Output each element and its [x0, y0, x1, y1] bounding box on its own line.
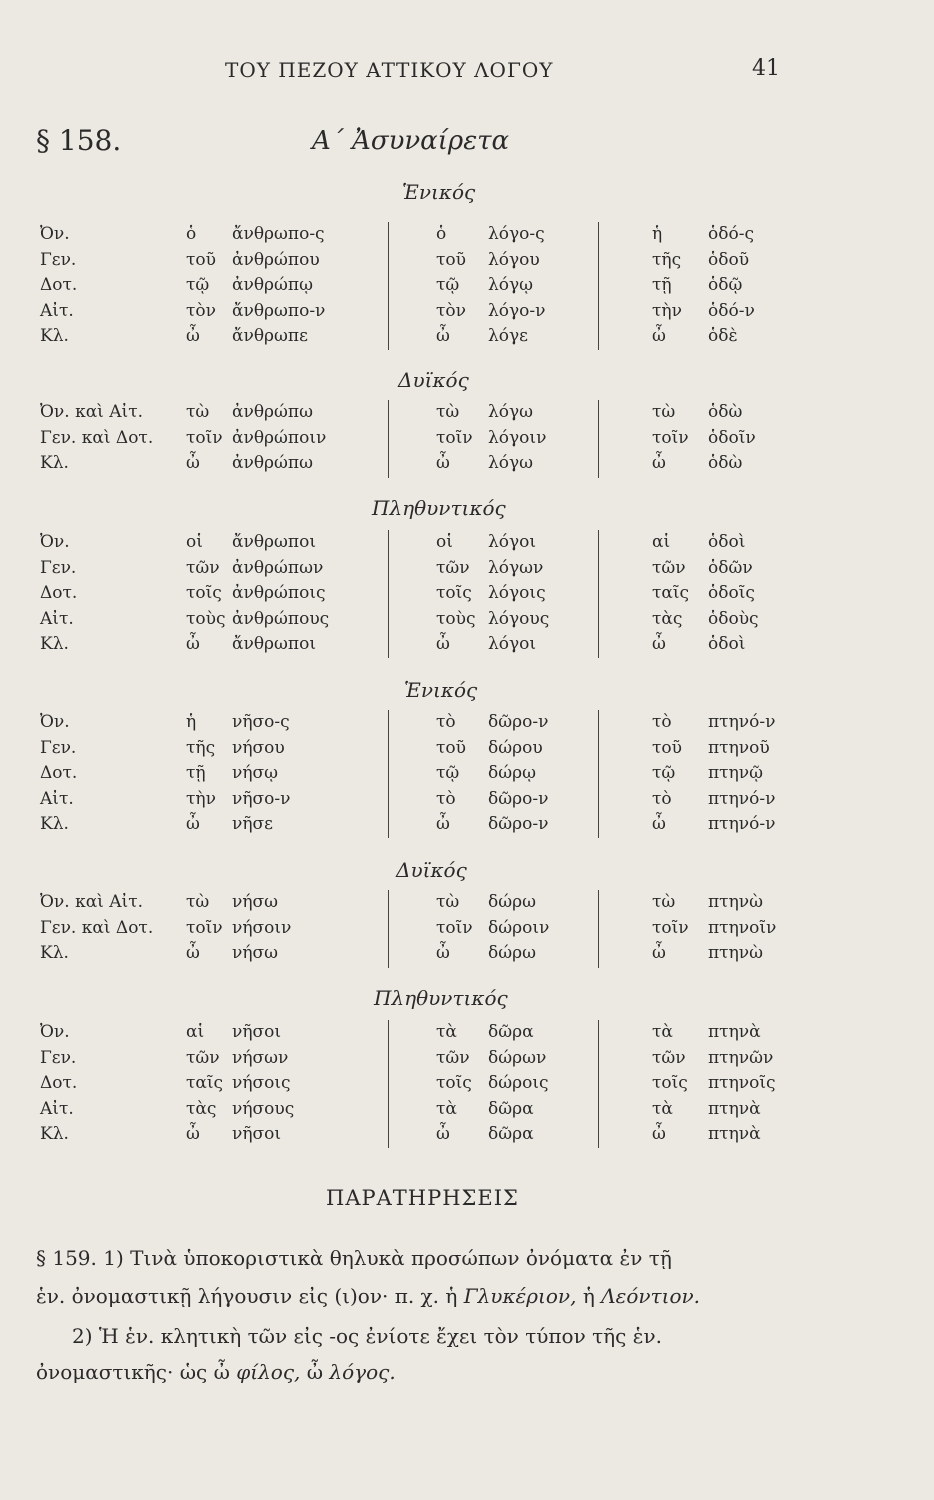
case-label: Ὀν. — [40, 712, 70, 732]
article: ὁ — [186, 224, 197, 244]
noun-form: ἀνθρώπους — [232, 608, 330, 629]
article: ὦ — [436, 634, 450, 655]
noun-form: πτηνό-ν — [708, 712, 776, 732]
article: τοῖν — [186, 917, 223, 938]
noun-form: ἄνθρωποι — [232, 532, 316, 552]
declension-row — [0, 892, 934, 918]
noun-form: ἀνθρώπου — [232, 249, 320, 270]
article: τοῖν — [186, 427, 223, 448]
article: τῷ — [436, 275, 460, 296]
declension-row — [0, 301, 934, 327]
noun-form: ἄνθρωπο-ν — [232, 300, 326, 321]
section-title: Α΄ Ἀσυναίρετα — [312, 126, 510, 156]
declension-row — [0, 275, 934, 301]
article: τοῖς — [186, 583, 222, 604]
noun-form: δώρω — [488, 943, 536, 964]
noun-form: νῆσε — [232, 814, 273, 835]
case-label: Δοτ. — [40, 763, 78, 784]
noun-form: δῶρα — [488, 1022, 534, 1042]
declension-row — [0, 1124, 934, 1150]
note-example: λόγος. — [329, 1360, 396, 1384]
case-label: Ὀν. — [40, 224, 70, 244]
case-label: Κλ. — [40, 1124, 69, 1145]
noun-form: ὁδοὶ — [708, 634, 746, 655]
noun-form: δῶρο-ν — [488, 788, 549, 809]
noun-form: ἀνθρώπω — [232, 402, 313, 422]
noun-form: ἀνθρώπων — [232, 557, 324, 578]
article: τῷ — [186, 275, 210, 296]
article: ἡ — [186, 712, 197, 732]
case-label: Γεν. καὶ Δοτ. — [40, 917, 154, 938]
article: ὦ — [186, 814, 200, 835]
note-text: ὦ — [306, 1360, 324, 1384]
notes-heading: ΠΑΡΑΤΗΡΗΣΕΙΣ — [326, 1186, 519, 1210]
declension-row — [0, 250, 934, 276]
noun-form: νήσους — [232, 1098, 295, 1119]
declension-row — [0, 789, 934, 815]
noun-form: δώρω — [488, 892, 536, 912]
noun-form: λόγων — [488, 557, 544, 578]
case-label: Αἰτ. — [40, 300, 74, 321]
noun-form: ἄνθρωποι — [232, 634, 316, 655]
article: ταῖς — [652, 583, 690, 604]
noun-form: λόγω — [488, 402, 534, 422]
article: τῷ — [436, 763, 460, 784]
article: ὦ — [652, 634, 666, 655]
noun-form: πτηνὰ — [708, 1098, 761, 1119]
noun-form: ἀνθρώπῳ — [232, 275, 313, 296]
heading-singular-1: Ἑνικός — [402, 180, 476, 204]
case-label: Ὀν. — [40, 1022, 70, 1042]
declension-row — [0, 634, 934, 660]
noun-form: λόγου — [488, 249, 540, 270]
noun-form: ὁδό-ν — [708, 300, 755, 321]
noun-form: πτηνό-ν — [708, 788, 776, 809]
article: ταῖς — [186, 1073, 224, 1094]
note-text: ἑν. ὀνομαστικῇ λήγουσιν εἰς (ι)ον· π. χ. — [36, 1284, 440, 1308]
noun-form: λόγοι — [488, 532, 537, 552]
article: τὴν — [186, 788, 216, 809]
noun-form: λόγοιν — [488, 427, 547, 448]
case-label: Αἰτ. — [40, 788, 74, 809]
declension-row — [0, 943, 934, 969]
noun-form: νήσω — [232, 943, 278, 964]
article: οἱ — [186, 532, 203, 552]
note-159-line2 — [36, 1284, 700, 1308]
noun-form: νήσοις — [232, 1073, 291, 1094]
article: τὰς — [652, 608, 683, 629]
noun-form: πτηνὼ — [708, 892, 763, 912]
noun-form: πτηνὼ — [708, 943, 763, 964]
noun-form: δῶρα — [488, 1098, 534, 1119]
article: τοῖς — [652, 1073, 688, 1094]
article: ὦ — [436, 943, 450, 964]
article: τὼ — [186, 892, 210, 912]
noun-form: δώροιν — [488, 917, 550, 938]
case-label: Γεν. — [40, 1047, 77, 1068]
case-label: Ὀν. καὶ Αἰτ. — [40, 402, 144, 422]
case-label: Δοτ. — [40, 583, 78, 604]
declension-row — [0, 738, 934, 764]
article: τὰ — [436, 1022, 457, 1042]
noun-form: λόγους — [488, 608, 550, 629]
article: οἱ — [436, 532, 453, 552]
article: τῶν — [186, 1047, 220, 1068]
article: τὼ — [436, 892, 460, 912]
case-label: Ὀν. — [40, 532, 70, 552]
noun-form: ὁδοῦ — [708, 249, 750, 270]
noun-form: νῆσοι — [232, 1124, 282, 1145]
noun-form: ἄνθρωπε — [232, 326, 308, 347]
declension-row — [0, 712, 934, 738]
noun-form: ὁδοὺς — [708, 608, 759, 629]
noun-form: νήσω — [232, 892, 278, 912]
article: ὦ — [436, 453, 450, 474]
article: αἱ — [186, 1022, 205, 1042]
note-number: § 159. — [36, 1246, 97, 1270]
article: ὦ — [186, 453, 200, 474]
note-159-line1 — [36, 1246, 672, 1270]
article: ἡ — [652, 224, 663, 244]
note-example: Λεόντιον. — [601, 1284, 700, 1308]
article: τοῦ — [436, 737, 466, 758]
article: τῆς — [186, 737, 216, 758]
case-label: Κλ. — [40, 326, 69, 347]
noun-form: πτηνὰ — [708, 1022, 761, 1042]
declension-row — [0, 583, 934, 609]
noun-form: νήσου — [232, 737, 285, 758]
article: ὦ — [436, 814, 450, 835]
noun-form: πτηνὰ — [708, 1124, 761, 1145]
article: ὦ — [652, 814, 666, 835]
article: ὁ — [436, 224, 447, 244]
declension-row — [0, 326, 934, 352]
article: τὰ — [652, 1098, 673, 1119]
declension-row — [0, 1099, 934, 1125]
noun-form: πτηνοῖς — [708, 1073, 776, 1094]
case-label: Δοτ. — [40, 1073, 78, 1094]
declension-row — [0, 918, 934, 944]
declension-row — [0, 402, 934, 428]
noun-form: νήσῳ — [232, 763, 278, 784]
article: τῶν — [436, 1047, 470, 1068]
article: ὦ — [186, 634, 200, 655]
article: τὼ — [436, 402, 460, 422]
noun-form: ὁδὼ — [708, 453, 743, 474]
article: τοῖς — [436, 1073, 472, 1094]
article: τῇ — [652, 275, 672, 296]
noun-form: πτηνῶν — [708, 1047, 774, 1068]
article: τῶν — [436, 557, 470, 578]
article: ὦ — [652, 943, 666, 964]
article: τοῖν — [652, 917, 689, 938]
article: τὸ — [652, 788, 672, 809]
case-label: Κλ. — [40, 453, 69, 474]
noun-form: λόγοις — [488, 583, 546, 604]
noun-form: πτηνῷ — [708, 763, 763, 784]
noun-form: πτηνοῦ — [708, 737, 770, 758]
noun-form: λόγο-ν — [488, 300, 546, 321]
noun-form: ὁδοῖν — [708, 427, 756, 448]
noun-form: δῶρο-ν — [488, 814, 549, 835]
article: τῶν — [652, 1047, 686, 1068]
noun-form: ἀνθρώποις — [232, 583, 326, 604]
noun-form: λόγοι — [488, 634, 537, 655]
heading-singular-2: Ἑνικός — [404, 678, 478, 702]
note-2-line1: 2) Ἡ ἑν. κλητικὴ τῶν εἰς -ος ἐνίοτε ἔχει τὸν τύπον τῆς ἑν. — [72, 1324, 662, 1348]
article: τὰ — [436, 1098, 457, 1119]
case-label: Αἰτ. — [40, 608, 74, 629]
article: τὸν — [186, 300, 216, 321]
noun-form: ὁδὲ — [708, 326, 738, 347]
article: ὦ — [652, 453, 666, 474]
noun-form: ὁδῷ — [708, 275, 743, 296]
noun-form: νῆσο-ς — [232, 712, 290, 732]
article: τοῖν — [652, 427, 689, 448]
case-label: Δοτ. — [40, 275, 78, 296]
noun-form: ὁδοὶ — [708, 532, 746, 552]
running-title: ΤΟΥ ΠΕΖΟΥ ΑΤΤΙΚΟΥ ΛΟΓΟΥ — [225, 58, 554, 82]
noun-form: ἄνθρωπο-ς — [232, 224, 325, 244]
article: τοῦ — [652, 737, 682, 758]
article: ὦ — [186, 943, 200, 964]
article: τὼ — [652, 892, 676, 912]
noun-form: δώροις — [488, 1073, 549, 1094]
declension-row — [0, 1022, 934, 1048]
declension-row — [0, 1073, 934, 1099]
noun-form: λόγω — [488, 453, 534, 474]
declension-row — [0, 428, 934, 454]
case-label: Κλ. — [40, 943, 69, 964]
article: τὼ — [186, 402, 210, 422]
article: ὦ — [652, 1124, 666, 1145]
noun-form: νήσων — [232, 1047, 289, 1068]
article: τοὺς — [436, 608, 476, 629]
article: τοῖν — [436, 917, 473, 938]
noun-form: δῶρο-ν — [488, 712, 549, 732]
case-label: Γεν. — [40, 557, 77, 578]
article: τὸ — [652, 712, 672, 732]
article: τὰ — [652, 1022, 673, 1042]
noun-form: δώρου — [488, 737, 543, 758]
article: τὸ — [436, 788, 456, 809]
heading-plural-2: Πληθυντικός — [374, 986, 508, 1010]
noun-form: ἀνθρώποιν — [232, 427, 327, 448]
article: τοὺς — [186, 608, 226, 629]
article: τὸ — [436, 712, 456, 732]
article: ὦ — [186, 326, 200, 347]
article: τοῦ — [186, 249, 216, 270]
note-2-line2 — [36, 1360, 396, 1384]
declension-row — [0, 558, 934, 584]
noun-form: ὁδοῖς — [708, 583, 755, 604]
article: ὦ — [652, 326, 666, 347]
noun-form: πτηνό-ν — [708, 814, 776, 835]
article: τὼ — [652, 402, 676, 422]
article: τὴν — [652, 300, 682, 321]
declension-row — [0, 224, 934, 250]
case-label: Ὀν. καὶ Αἰτ. — [40, 892, 144, 912]
case-label: Αἰτ. — [40, 1098, 74, 1119]
article: ὦ — [436, 1124, 450, 1145]
heading-dual-1: Δυϊκός — [398, 368, 469, 392]
noun-form: λόγε — [488, 326, 528, 347]
declension-row — [0, 763, 934, 789]
noun-form: λόγο-ς — [488, 224, 545, 244]
noun-form: δῶρα — [488, 1124, 534, 1145]
section-number: § 158. — [36, 124, 122, 157]
noun-form: ὁδό-ς — [708, 224, 754, 244]
article: τῶν — [186, 557, 220, 578]
noun-form: νήσοιν — [232, 917, 292, 938]
article: τὸν — [436, 300, 466, 321]
case-label: Γεν. — [40, 737, 77, 758]
article: ὦ — [436, 326, 450, 347]
case-label: Κλ. — [40, 634, 69, 655]
note-example: Γλυκέριον, — [463, 1284, 577, 1308]
article: τῷ — [652, 763, 676, 784]
declension-row — [0, 609, 934, 635]
declension-row — [0, 453, 934, 479]
noun-form: δώρων — [488, 1047, 547, 1068]
declension-row — [0, 532, 934, 558]
noun-form: λόγῳ — [488, 275, 534, 296]
article: τοῦ — [436, 249, 466, 270]
note-text: ἡ — [445, 1284, 458, 1308]
article: ὦ — [186, 1124, 200, 1145]
noun-form: νῆσοι — [232, 1022, 282, 1042]
noun-form: πτηνοῖν — [708, 917, 777, 938]
note-text: 1) Τινὰ ὑποκοριστικὰ θηλυκὰ προσώπων ὀνόματα ἐν τῇ — [103, 1246, 672, 1270]
case-label: Γεν. καὶ Δοτ. — [40, 427, 154, 448]
heading-plural-1: Πληθυντικός — [372, 496, 506, 520]
noun-form: δώρῳ — [488, 763, 536, 784]
case-label: Γεν. — [40, 249, 77, 270]
declension-row — [0, 1048, 934, 1074]
article: τῇ — [186, 763, 206, 784]
article: τοῖν — [436, 427, 473, 448]
noun-form: ὁδὼ — [708, 402, 743, 422]
noun-form: ἀνθρώπω — [232, 453, 313, 474]
note-text: ἡ — [582, 1284, 595, 1308]
noun-form: νῆσο-ν — [232, 788, 291, 809]
article: αἱ — [652, 532, 671, 552]
note-text: ὀνομαστικῆς· ὡς ὦ — [36, 1360, 230, 1384]
noun-form: ὁδῶν — [708, 557, 753, 578]
article: τοῖς — [436, 583, 472, 604]
declension-row — [0, 814, 934, 840]
article: τὰς — [186, 1098, 217, 1119]
note-example: φίλος, — [236, 1360, 301, 1384]
page-number: 41 — [752, 56, 780, 81]
case-label: Κλ. — [40, 814, 69, 835]
article: τῆς — [652, 249, 682, 270]
article: τῶν — [652, 557, 686, 578]
heading-dual-2: Δυϊκός — [396, 858, 467, 882]
